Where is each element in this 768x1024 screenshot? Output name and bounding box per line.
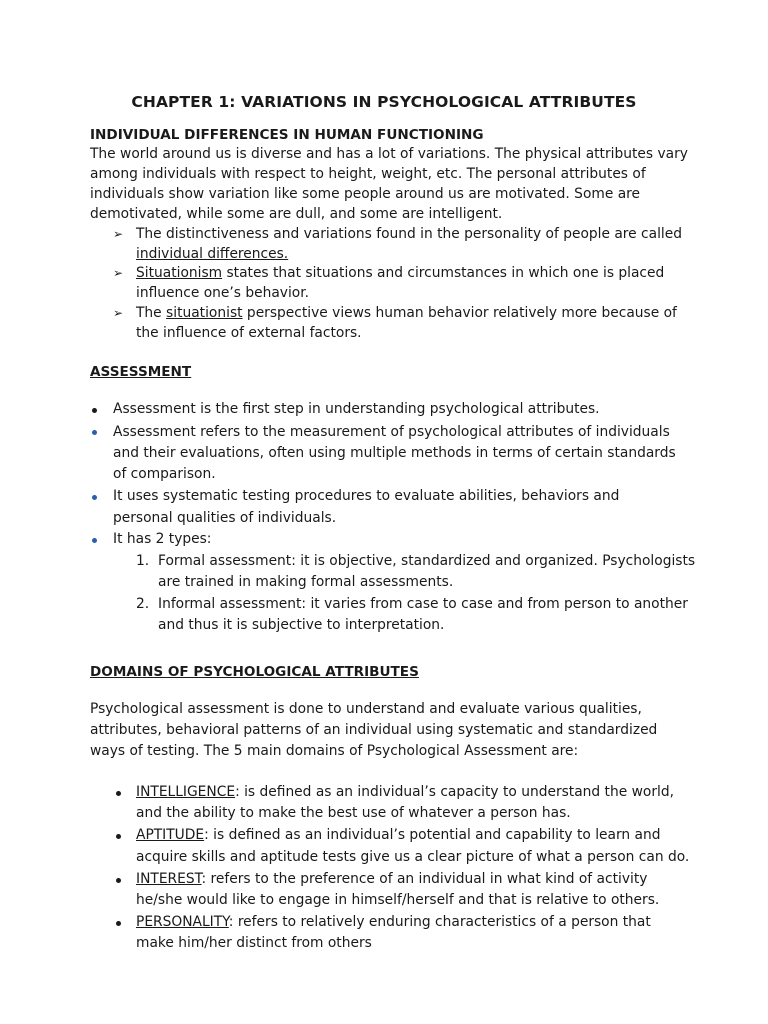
round-bullet-icon <box>92 495 97 500</box>
term-interest: INTEREST <box>136 871 202 887</box>
paragraph-line: individuals show variation like some people around us are motivated. Some are <box>90 186 641 202</box>
domain-item-text: : refers to relatively enduring characteristics of a person that <box>228 914 651 930</box>
bullet-item-line: It has 2 types: <box>113 531 212 547</box>
paragraph-line: demotivated, while some are dull, and some are intelligent. <box>90 206 503 222</box>
domain-item-line <box>136 827 661 843</box>
paragraph-line: Psychological assessment is done to understand and evaluate various qualities, <box>90 701 642 717</box>
section-heading-assessment: ASSESSMENT <box>90 364 192 380</box>
domain-item-line: acquire skills and aptitude tests give us a clear picture of what a person can do. <box>136 849 690 865</box>
round-bullet-icon <box>92 538 97 543</box>
domain-item-text: : refers to the preference of an individual in what kind of activity <box>201 871 648 887</box>
round-bullet-icon <box>116 791 121 796</box>
bullet-item-line: of comparison. <box>113 466 216 482</box>
arrow-item-line <box>136 265 664 281</box>
bullet-item-line: It uses systematic testing procedures to evaluate abilities, behaviors and <box>113 488 620 504</box>
paragraph-line: ways of testing. The 5 main domains of Psychological Assessment are: <box>90 743 579 759</box>
list-number: 1. <box>136 553 150 569</box>
section-heading-domains: DOMAINS OF PSYCHOLOGICAL ATTRIBUTES <box>90 664 419 680</box>
arrow-item-line: The distinctiveness and variations found in the personality of people are called <box>136 226 682 242</box>
arrow-item-line: the influence of external factors. <box>136 325 362 341</box>
round-bullet-icon <box>92 408 97 413</box>
arrow-item-line: influence one’s behavior. <box>136 285 310 301</box>
domain-item-line <box>136 784 674 800</box>
domain-item-text: : is defined as an individual’s potential and capability to learn and <box>204 827 661 843</box>
arrow-item-text: states that situations and circumstances in which one is placed <box>222 265 665 281</box>
term-situationist: situationist <box>166 305 243 321</box>
paragraph-line: attributes, behavioral patterns of an individual using systematic and standardized <box>90 722 658 738</box>
arrowhead-bullet-icon: ➢ <box>113 227 124 241</box>
numbered-item-line: are trained in making formal assessments. <box>158 574 454 590</box>
arrowhead-bullet-icon: ➢ <box>113 266 124 280</box>
paragraph-line: The world around us is diverse and has a lot of variations. The physical attributes vary <box>90 146 688 162</box>
list-number: 2. <box>136 596 150 612</box>
section-heading-individual-differences: INDIVIDUAL DIFFERENCES IN HUMAN FUNCTIONING <box>90 127 484 143</box>
term-intelligence: INTELLIGENCE <box>136 784 236 800</box>
numbered-item-line: and thus it is subjective to interpretation. <box>158 617 445 633</box>
bullet-item-line: Assessment refers to the measurement of psychological attributes of individuals <box>113 424 670 440</box>
domain-item-line: make him/her distinct from others <box>136 935 372 951</box>
domain-item-line: he/she would like to engage in himself/herself and that is relative to others. <box>136 892 660 908</box>
round-bullet-icon <box>116 878 121 883</box>
arrow-item-text: The <box>136 305 167 321</box>
term-aptitude: APTITUDE <box>136 827 205 843</box>
round-bullet-icon <box>116 921 121 926</box>
chapter-title: CHAPTER 1: VARIATIONS IN PSYCHOLOGICAL ATTRIBUTES <box>131 93 637 111</box>
paragraph-line: among individuals with respect to height, weight, etc. The personal attributes of <box>90 166 646 182</box>
arrowhead-bullet-icon: ➢ <box>113 306 124 320</box>
bullet-item-line: Assessment is the first step in understanding psychological attributes. <box>113 401 600 417</box>
round-bullet-icon <box>92 430 97 435</box>
bullet-item-line: and their evaluations, often using multiple methods in terms of certain standards <box>113 445 676 461</box>
arrow-item-line <box>136 305 677 321</box>
term-personality: PERSONALITY <box>136 914 229 930</box>
arrow-item-text: perspective views human behavior relatively more because of <box>242 305 677 321</box>
numbered-item-line: Informal assessment: it varies from case to case and from person to another <box>158 596 688 612</box>
domain-item-line: and the ability to make the best use of whatever a person has. <box>136 805 571 821</box>
arrow-item-term: individual differences. <box>136 246 289 262</box>
round-bullet-icon <box>116 834 121 839</box>
domain-item-line <box>136 871 647 887</box>
numbered-item-line: Formal assessment: it is objective, standardized and organized. Psychologists <box>158 553 696 569</box>
domain-item-text: : is defined as an individual’s capacity to understand the world, <box>235 784 674 800</box>
bullet-item-line: personal qualities of individuals. <box>113 510 337 526</box>
domain-item-line <box>136 914 651 930</box>
term-situationism: Situationism <box>136 265 223 281</box>
